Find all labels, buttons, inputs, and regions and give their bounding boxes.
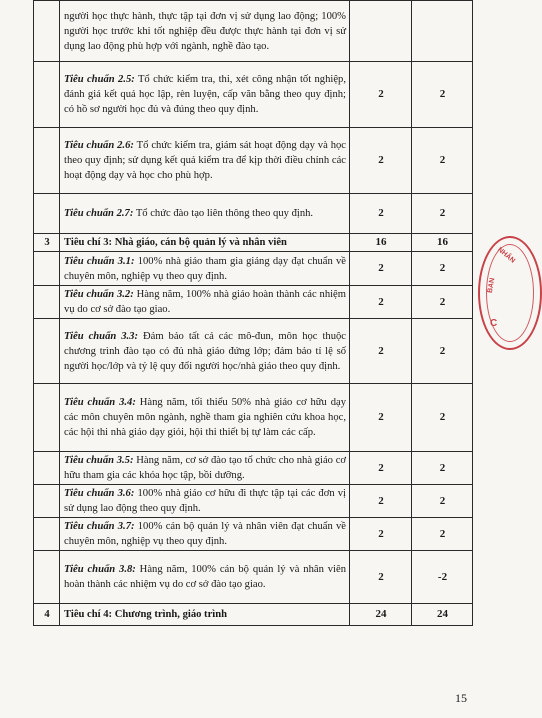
row-index [34,518,60,551]
standard-row [34,452,473,485]
row-description [60,252,350,286]
standard-row [34,252,473,286]
standard-label: Tiêu chuẩn 3.4: [64,397,136,408]
standard-label: Tiêu chuẩn 2.5: [64,74,135,85]
max-score: 2 [350,194,412,234]
row-index [34,128,60,194]
row-index [34,452,60,485]
achieved-score: 2 [412,194,473,234]
standard-row [34,551,473,604]
standard-row [34,384,473,452]
achieved-score: 2 [412,62,473,128]
standard-row [34,485,473,518]
achieved-score: 2 [412,485,473,518]
standard-row [34,319,473,384]
max-score: 2 [350,452,412,485]
evaluation-table [33,0,473,626]
row-description [60,1,350,62]
max-score: 24 [350,604,412,626]
row-description [60,319,350,384]
row-description [60,485,350,518]
description-text: Tổ chức kiểm tra, giám sát hoạt động dạy và học theo quy định; sử dụng kết quả kiểm tra để kịp thời điều chỉnh các hoạt động dạy và học cho phù hợp. [64,140,347,181]
achieved-score: 2 [412,452,473,485]
achieved-score: 2 [412,286,473,319]
row-index [34,286,60,319]
row-index: 3 [34,234,60,252]
red-seal-stamp: NHÂN BAN C [478,236,542,350]
row-description [60,518,350,551]
max-score: 2 [350,384,412,452]
row-description [60,128,350,194]
standard-label: Tiêu chuẩn 3.8: [64,564,136,575]
row-index [34,551,60,604]
achieved-score: -2 [412,551,473,604]
achieved-score [412,1,473,62]
row-description [60,551,350,604]
criterion-row [34,234,473,252]
row-index: 4 [34,604,60,626]
row-description [60,194,350,234]
standard-label: Tiêu chuẩn 3.5: [64,455,134,466]
criterion-row [34,604,473,626]
standard-row [34,518,473,551]
standard-row [34,1,473,62]
row-index [34,1,60,62]
description-text: Đảm bảo tất cả các mô-đun, môn học thuộc chương trình đào tạo có đủ nhà giáo đứng lớp; đảm bảo tỉ lệ số người học/lớp và tỷ lệ quy đổi người học/nhà giáo theo quy định. [64,330,347,372]
description-text: 100% nhà giáo tham gia giảng dạy đạt chuẩn về chuyên môn, nghiệp vụ theo quy định. [64,255,346,282]
description-text: Tổ chức đào tạo liên thông theo quy định. [133,208,314,219]
description-text: Hàng năm, tối thiểu 50% nhà giáo cơ hữu dạy các môn chuyên môn ngành, nghề tham gia nghiên cứu khoa học, các hội thi nhà giáo dạy giỏi, hội thi thiết bị tự làm các cấp. [64,397,346,438]
page-number: 15 [455,691,467,705]
description-text: Hàng năm, cơ sở đào tạo tổ chức cho nhà giáo cơ hữu tham gia các khóa học tập, bồi dưỡng. [64,455,347,481]
row-index [34,252,60,286]
standard-label: Tiêu chuẩn 2.7: [64,208,134,219]
standard-label: Tiêu chuẩn 3.3: [64,330,139,342]
row-index [34,384,60,452]
description-text: Tiêu chí 4: Chương trình, giáo trình [64,609,228,620]
standard-label: Tiêu chuẩn 2.6: [64,140,134,151]
row-description [60,286,350,319]
max-score: 2 [350,551,412,604]
standard-row [34,128,473,194]
row-description [60,452,350,485]
achieved-score: 2 [412,319,473,384]
standard-row [34,194,473,234]
row-description [60,62,350,128]
max-score: 2 [350,62,412,128]
max-score [350,1,412,62]
max-score: 2 [350,286,412,319]
standard-label: Tiêu chuẩn 3.1: [64,255,135,267]
row-index [34,319,60,384]
max-score: 16 [350,234,412,252]
description-text: người học thực hành, thực tập tại đơn vị sử dụng lao động; 100% người học trước khi tốt nghiệp đều được thực hành tại đơn vị sử dụng lao động phù hợp với ngành, nghề đào tạo. [64,10,346,52]
max-score: 2 [350,518,412,551]
achieved-score: 2 [412,128,473,194]
row-index [34,194,60,234]
standard-row [34,62,473,128]
row-description [60,234,350,252]
row-index [34,485,60,518]
description-text: Tổ chức kiểm tra, thi, xét công nhận tốt nghiệp, đánh giá kết quả học lập, rèn luyện, cấp văn bằng theo quy định; có hồ sơ người học đủ và đúng theo quy định. [64,74,346,115]
standard-row [34,286,473,319]
standard-label: Tiêu chuẩn 3.7: [64,521,135,532]
max-score: 2 [350,252,412,286]
table-body [34,1,473,626]
description-text: Tiêu chí 3: Nhà giáo, cán bộ quản lý và nhân viên [64,237,287,248]
row-index [34,62,60,128]
standard-label: Tiêu chuẩn 3.6: [64,488,135,499]
max-score: 2 [350,128,412,194]
achieved-score: 2 [412,384,473,452]
row-description [60,604,350,626]
description-text: Hàng năm, 100% cán bộ quản lý và nhân viên hoàn thành các nhiệm vụ do cơ sở đào tạo giao. [64,564,346,590]
achieved-score: 16 [412,234,473,252]
description-text: 100% cán bộ quản lý và nhân viên đạt chuẩn về chuyên môn, nghiệp vụ theo quy định. [64,521,346,547]
description-text: 100% nhà giáo cơ hữu đi thực tập tại các đơn vị sử dụng lao động theo quy định. [64,488,347,514]
description-text: Hàng năm, 100% nhà giáo hoàn thành các nhiệm vụ do cơ sở đào tạo giao. [64,289,347,315]
standard-label: Tiêu chuẩn 3.2: [64,289,134,300]
achieved-score: 2 [412,518,473,551]
achieved-score: 2 [412,252,473,286]
row-description [60,384,350,452]
achieved-score: 24 [412,604,473,626]
max-score: 2 [350,485,412,518]
max-score: 2 [350,319,412,384]
